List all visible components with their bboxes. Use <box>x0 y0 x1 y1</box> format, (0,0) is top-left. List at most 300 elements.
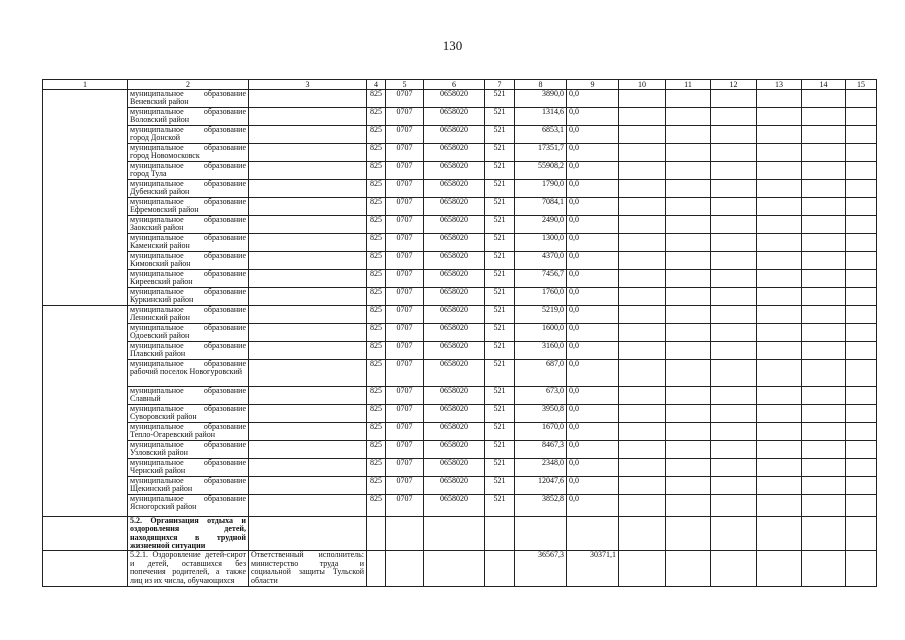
budget-code: 825 <box>367 125 386 143</box>
table-cell <box>386 551 424 587</box>
table-cell <box>846 233 877 251</box>
table-cell <box>757 494 802 516</box>
table-cell <box>43 551 128 587</box>
section-code: 0707 <box>386 458 424 476</box>
table-cell <box>802 125 846 143</box>
expense-type: 521 <box>485 161 515 179</box>
table-cell <box>666 233 711 251</box>
table-cell <box>619 107 666 125</box>
table-cell <box>666 305 711 323</box>
table-cell <box>249 179 367 197</box>
table-row <box>43 269 877 287</box>
municipality-name: муниципальное образование город Тула <box>128 161 249 179</box>
target-code: 0658020 <box>424 143 485 161</box>
column-header: 10 <box>619 80 666 90</box>
expense-type: 521 <box>485 215 515 233</box>
table-cell <box>711 107 757 125</box>
table-cell <box>757 269 802 287</box>
section-code: 0707 <box>386 323 424 341</box>
table-cell <box>619 422 666 440</box>
table-cell <box>666 516 711 551</box>
budget-code: 825 <box>367 269 386 287</box>
municipality-name: муниципальное образование Веневский район <box>128 90 249 108</box>
amount-value: 3890,0 <box>515 90 567 108</box>
table-cell <box>619 179 666 197</box>
table-row <box>43 161 877 179</box>
expense-type: 521 <box>485 422 515 440</box>
budget-code: 825 <box>367 458 386 476</box>
table-cell <box>757 359 802 386</box>
table-cell <box>619 90 666 108</box>
table-cell <box>666 476 711 494</box>
table-row <box>43 386 877 404</box>
table-cell <box>249 143 367 161</box>
table-row <box>43 476 877 494</box>
expense-type: 521 <box>485 440 515 458</box>
amount-value: 7084,1 <box>515 197 567 215</box>
section-code: 0707 <box>386 269 424 287</box>
column-header-row <box>43 80 877 90</box>
table-cell <box>711 251 757 269</box>
table-cell <box>757 323 802 341</box>
subitem-name: 5.2.1. Оздоровление детей-сирот и детей, оставшихся без попечения родителей, а также лиц из их числа, обучающихся <box>128 551 249 587</box>
budget-code: 825 <box>367 305 386 323</box>
table-cell <box>249 404 367 422</box>
table-cell <box>619 269 666 287</box>
table-cell <box>249 386 367 404</box>
column-header: 7 <box>485 80 515 90</box>
municipality-name: муниципальное образование рабочий поселок Новогуровский <box>128 359 249 386</box>
table-cell <box>846 386 877 404</box>
table-cell <box>711 90 757 108</box>
municipality-name: муниципальное образование Суворовский район <box>128 404 249 422</box>
table-cell <box>567 516 619 551</box>
target-code: 0658020 <box>424 305 485 323</box>
section-code: 0707 <box>386 161 424 179</box>
table-cell <box>711 305 757 323</box>
table-row <box>43 494 877 516</box>
table-cell <box>666 359 711 386</box>
table-cell <box>711 215 757 233</box>
amount-value: 17351,7 <box>515 143 567 161</box>
expense-type: 521 <box>485 90 515 108</box>
budget-code: 825 <box>367 422 386 440</box>
group-cell <box>43 90 128 306</box>
amount-value: 1670,0 <box>515 422 567 440</box>
table-cell <box>666 269 711 287</box>
section-code: 0707 <box>386 215 424 233</box>
budget-code: 825 <box>367 107 386 125</box>
table-cell <box>802 341 846 359</box>
table-cell <box>711 476 757 494</box>
section-code: 0707 <box>386 305 424 323</box>
column-header: 12 <box>711 80 757 90</box>
budget-code: 825 <box>367 251 386 269</box>
expense-type: 521 <box>485 125 515 143</box>
table-cell <box>846 458 877 476</box>
amount-value: 0,0 <box>567 143 619 161</box>
municipality-name: муниципальное образование Ефремовский район <box>128 197 249 215</box>
table-cell <box>846 359 877 386</box>
amount-value: 0,0 <box>567 269 619 287</box>
municipality-name: муниципальное образование Воловский район <box>128 107 249 125</box>
table-cell <box>802 287 846 305</box>
table-cell <box>619 323 666 341</box>
municipality-name: муниципальное образование Одоевский район <box>128 323 249 341</box>
table-cell <box>846 161 877 179</box>
table-cell <box>367 516 386 551</box>
section-code: 0707 <box>386 251 424 269</box>
expense-type: 521 <box>485 287 515 305</box>
table-cell <box>757 161 802 179</box>
table-cell <box>619 161 666 179</box>
table-cell <box>802 494 846 516</box>
column-header: 3 <box>249 80 367 90</box>
table-cell <box>619 143 666 161</box>
table-cell <box>846 197 877 215</box>
table-cell <box>846 323 877 341</box>
table-cell <box>424 551 485 587</box>
table-row <box>43 107 877 125</box>
target-code: 0658020 <box>424 404 485 422</box>
table-cell <box>666 422 711 440</box>
section-row <box>43 516 877 551</box>
expense-type: 521 <box>485 386 515 404</box>
budget-code: 825 <box>367 179 386 197</box>
amount-value: 1600,0 <box>515 323 567 341</box>
budget-code: 825 <box>367 341 386 359</box>
table-cell <box>846 287 877 305</box>
section-code: 0707 <box>386 476 424 494</box>
target-code: 0658020 <box>424 197 485 215</box>
target-code: 0658020 <box>424 341 485 359</box>
amount-value: 1790,0 <box>515 179 567 197</box>
table-cell <box>666 287 711 305</box>
table-cell <box>367 551 386 587</box>
section-code: 0707 <box>386 341 424 359</box>
amount-value: 0,0 <box>567 359 619 386</box>
table-row <box>43 341 877 359</box>
section-code: 0707 <box>386 359 424 386</box>
table-cell <box>757 179 802 197</box>
table-cell <box>711 143 757 161</box>
section-code: 0707 <box>386 386 424 404</box>
amount-value: 1300,0 <box>515 233 567 251</box>
table-cell <box>249 161 367 179</box>
table-cell <box>757 125 802 143</box>
table-cell <box>666 251 711 269</box>
table-cell <box>802 386 846 404</box>
table-row <box>43 251 877 269</box>
amount-value: 0,0 <box>567 494 619 516</box>
table-cell <box>846 516 877 551</box>
municipality-name: муниципальное образование Дубенский район <box>128 179 249 197</box>
table-cell <box>711 179 757 197</box>
table-cell <box>802 269 846 287</box>
table-cell <box>802 233 846 251</box>
table-cell <box>802 476 846 494</box>
column-header: 6 <box>424 80 485 90</box>
table-cell <box>757 107 802 125</box>
section-code: 0707 <box>386 440 424 458</box>
amount-value: 8467,3 <box>515 440 567 458</box>
budget-code: 825 <box>367 161 386 179</box>
section-code: 0707 <box>386 125 424 143</box>
budget-code: 825 <box>367 440 386 458</box>
table-cell <box>249 305 367 323</box>
amount-value: 7456,7 <box>515 269 567 287</box>
table-cell <box>846 476 877 494</box>
table-cell <box>249 197 367 215</box>
table-cell <box>249 90 367 108</box>
table-cell <box>619 494 666 516</box>
table-cell <box>846 551 877 587</box>
target-code: 0658020 <box>424 107 485 125</box>
column-header: 13 <box>757 80 802 90</box>
budget-code: 825 <box>367 359 386 386</box>
amount-value: 0,0 <box>567 305 619 323</box>
table-cell <box>757 386 802 404</box>
table-cell <box>249 215 367 233</box>
budget-code: 825 <box>367 386 386 404</box>
amount-value: 0,0 <box>567 341 619 359</box>
table-cell <box>249 269 367 287</box>
table-cell <box>711 125 757 143</box>
section-code: 0707 <box>386 233 424 251</box>
amount-value: 0,0 <box>567 215 619 233</box>
table-cell <box>666 215 711 233</box>
table-cell <box>515 516 567 551</box>
table-cell <box>846 107 877 125</box>
municipality-name: муниципальное образование Щекинский район <box>128 476 249 494</box>
subitem-row <box>43 551 877 587</box>
table-row <box>43 143 877 161</box>
table-cell <box>757 458 802 476</box>
table-cell <box>666 197 711 215</box>
table-cell <box>802 359 846 386</box>
amount-value: 0,0 <box>567 440 619 458</box>
table-row <box>43 458 877 476</box>
budget-code: 825 <box>367 143 386 161</box>
table-cell <box>619 233 666 251</box>
table-cell <box>711 458 757 476</box>
target-code: 0658020 <box>424 269 485 287</box>
target-code: 0658020 <box>424 440 485 458</box>
amount-value: 0,0 <box>567 323 619 341</box>
table-row <box>43 422 877 440</box>
table-cell <box>757 516 802 551</box>
table-cell <box>619 458 666 476</box>
table-cell <box>249 233 367 251</box>
table-cell <box>802 551 846 587</box>
section-code: 0707 <box>386 287 424 305</box>
section-code: 0707 <box>386 494 424 516</box>
table-row <box>43 440 877 458</box>
table-cell <box>802 179 846 197</box>
table-cell <box>424 516 485 551</box>
budget-code: 825 <box>367 215 386 233</box>
table-cell <box>666 458 711 476</box>
target-code: 0658020 <box>424 179 485 197</box>
table-cell <box>846 251 877 269</box>
amount-value: 0,0 <box>567 251 619 269</box>
budget-table <box>42 79 877 587</box>
amount-value: 0,0 <box>567 476 619 494</box>
amount-value: 0,0 <box>567 287 619 305</box>
amount-value: 1760,0 <box>515 287 567 305</box>
municipality-name: муниципальное образование Чернский район <box>128 458 249 476</box>
expense-type: 521 <box>485 323 515 341</box>
table-cell <box>846 440 877 458</box>
target-code: 0658020 <box>424 458 485 476</box>
budget-code: 825 <box>367 404 386 422</box>
expense-type: 521 <box>485 269 515 287</box>
amount-value: 55908,2 <box>515 161 567 179</box>
expense-type: 521 <box>485 404 515 422</box>
table-row <box>43 323 877 341</box>
table-cell <box>666 143 711 161</box>
table-cell <box>846 179 877 197</box>
municipality-name: муниципальное образование Ленинский район <box>128 305 249 323</box>
table-cell <box>666 107 711 125</box>
column-header: 8 <box>515 80 567 90</box>
table-cell <box>846 125 877 143</box>
budget-code: 825 <box>367 476 386 494</box>
table-cell <box>757 551 802 587</box>
table-row <box>43 215 877 233</box>
budget-code: 825 <box>367 90 386 108</box>
municipality-name: муниципальное образование Ясногорский район <box>128 494 249 516</box>
table-cell <box>619 341 666 359</box>
table-cell <box>666 125 711 143</box>
table-cell <box>249 494 367 516</box>
target-code: 0658020 <box>424 251 485 269</box>
table-cell <box>711 422 757 440</box>
amount-value: 3160,0 <box>515 341 567 359</box>
amount-value: 6853,1 <box>515 125 567 143</box>
section-code: 0707 <box>386 143 424 161</box>
table-cell <box>757 287 802 305</box>
table-cell <box>802 161 846 179</box>
amount-value: 36567,3 <box>515 551 567 587</box>
table-cell <box>666 551 711 587</box>
table-cell <box>711 516 757 551</box>
expense-type: 521 <box>485 305 515 323</box>
column-header: 4 <box>367 80 386 90</box>
amount-value: 2348,0 <box>515 458 567 476</box>
section-code: 0707 <box>386 179 424 197</box>
table-cell <box>666 341 711 359</box>
section-code: 0707 <box>386 422 424 440</box>
amount-value: 12047,6 <box>515 476 567 494</box>
municipality-name: муниципальное образование Куркинский район <box>128 287 249 305</box>
group-cell <box>43 305 128 516</box>
table-cell <box>43 516 128 551</box>
table-row <box>43 404 877 422</box>
column-header: 15 <box>846 80 877 90</box>
table-row <box>43 287 877 305</box>
amount-value: 673,0 <box>515 386 567 404</box>
table-cell <box>846 143 877 161</box>
table-cell <box>619 125 666 143</box>
amount-value: 30371,1 <box>567 551 619 587</box>
municipality-name: муниципальное образование Славный <box>128 386 249 404</box>
table-cell <box>802 251 846 269</box>
amount-value: 687,0 <box>515 359 567 386</box>
table-cell <box>619 215 666 233</box>
table-cell <box>757 233 802 251</box>
column-header: 11 <box>666 80 711 90</box>
section-code: 0707 <box>386 404 424 422</box>
table-cell <box>485 551 515 587</box>
table-cell <box>619 287 666 305</box>
table-cell <box>619 359 666 386</box>
table-cell <box>802 305 846 323</box>
amount-value: 5219,0 <box>515 305 567 323</box>
responsible-executor: Ответственный исполнитель: министерство труда и социальной защиты Тульской области <box>249 551 367 587</box>
target-code: 0658020 <box>424 323 485 341</box>
amount-value: 0,0 <box>567 107 619 125</box>
table-cell <box>846 305 877 323</box>
table-cell <box>711 386 757 404</box>
target-code: 0658020 <box>424 161 485 179</box>
table-cell <box>757 404 802 422</box>
municipality-name: муниципальное образование Кимовский район <box>128 251 249 269</box>
expense-type: 521 <box>485 233 515 251</box>
table-cell <box>666 386 711 404</box>
table-cell <box>666 404 711 422</box>
expense-type: 521 <box>485 251 515 269</box>
table-cell <box>757 197 802 215</box>
table-cell <box>757 422 802 440</box>
table-cell <box>249 341 367 359</box>
table-row <box>43 197 877 215</box>
table-cell <box>802 458 846 476</box>
amount-value: 0,0 <box>567 233 619 251</box>
column-header: 2 <box>128 80 249 90</box>
amount-value: 0,0 <box>567 161 619 179</box>
municipality-name: муниципальное образование Каменский район <box>128 233 249 251</box>
table-cell <box>666 440 711 458</box>
section-code: 0707 <box>386 197 424 215</box>
table-cell <box>757 215 802 233</box>
section-title: 5.2. Организация отдыха и оздоровления детей, находящихся в трудной жизненной ситуации <box>128 516 249 551</box>
table-cell <box>619 197 666 215</box>
municipality-name: муниципальное образование город Донской <box>128 125 249 143</box>
amount-value: 1314,6 <box>515 107 567 125</box>
amount-value: 3950,8 <box>515 404 567 422</box>
table-cell <box>757 440 802 458</box>
table-cell <box>249 323 367 341</box>
table-cell <box>249 125 367 143</box>
table-cell <box>711 341 757 359</box>
budget-code: 825 <box>367 197 386 215</box>
table-cell <box>802 90 846 108</box>
target-code: 0658020 <box>424 233 485 251</box>
amount-value: 0,0 <box>567 90 619 108</box>
target-code: 0658020 <box>424 359 485 386</box>
table-cell <box>666 179 711 197</box>
table-cell <box>802 197 846 215</box>
expense-type: 521 <box>485 341 515 359</box>
table-cell <box>757 251 802 269</box>
expense-type: 521 <box>485 359 515 386</box>
amount-value: 0,0 <box>567 458 619 476</box>
table-cell <box>711 359 757 386</box>
column-header: 1 <box>43 80 128 90</box>
table-cell <box>711 287 757 305</box>
expense-type: 521 <box>485 107 515 125</box>
